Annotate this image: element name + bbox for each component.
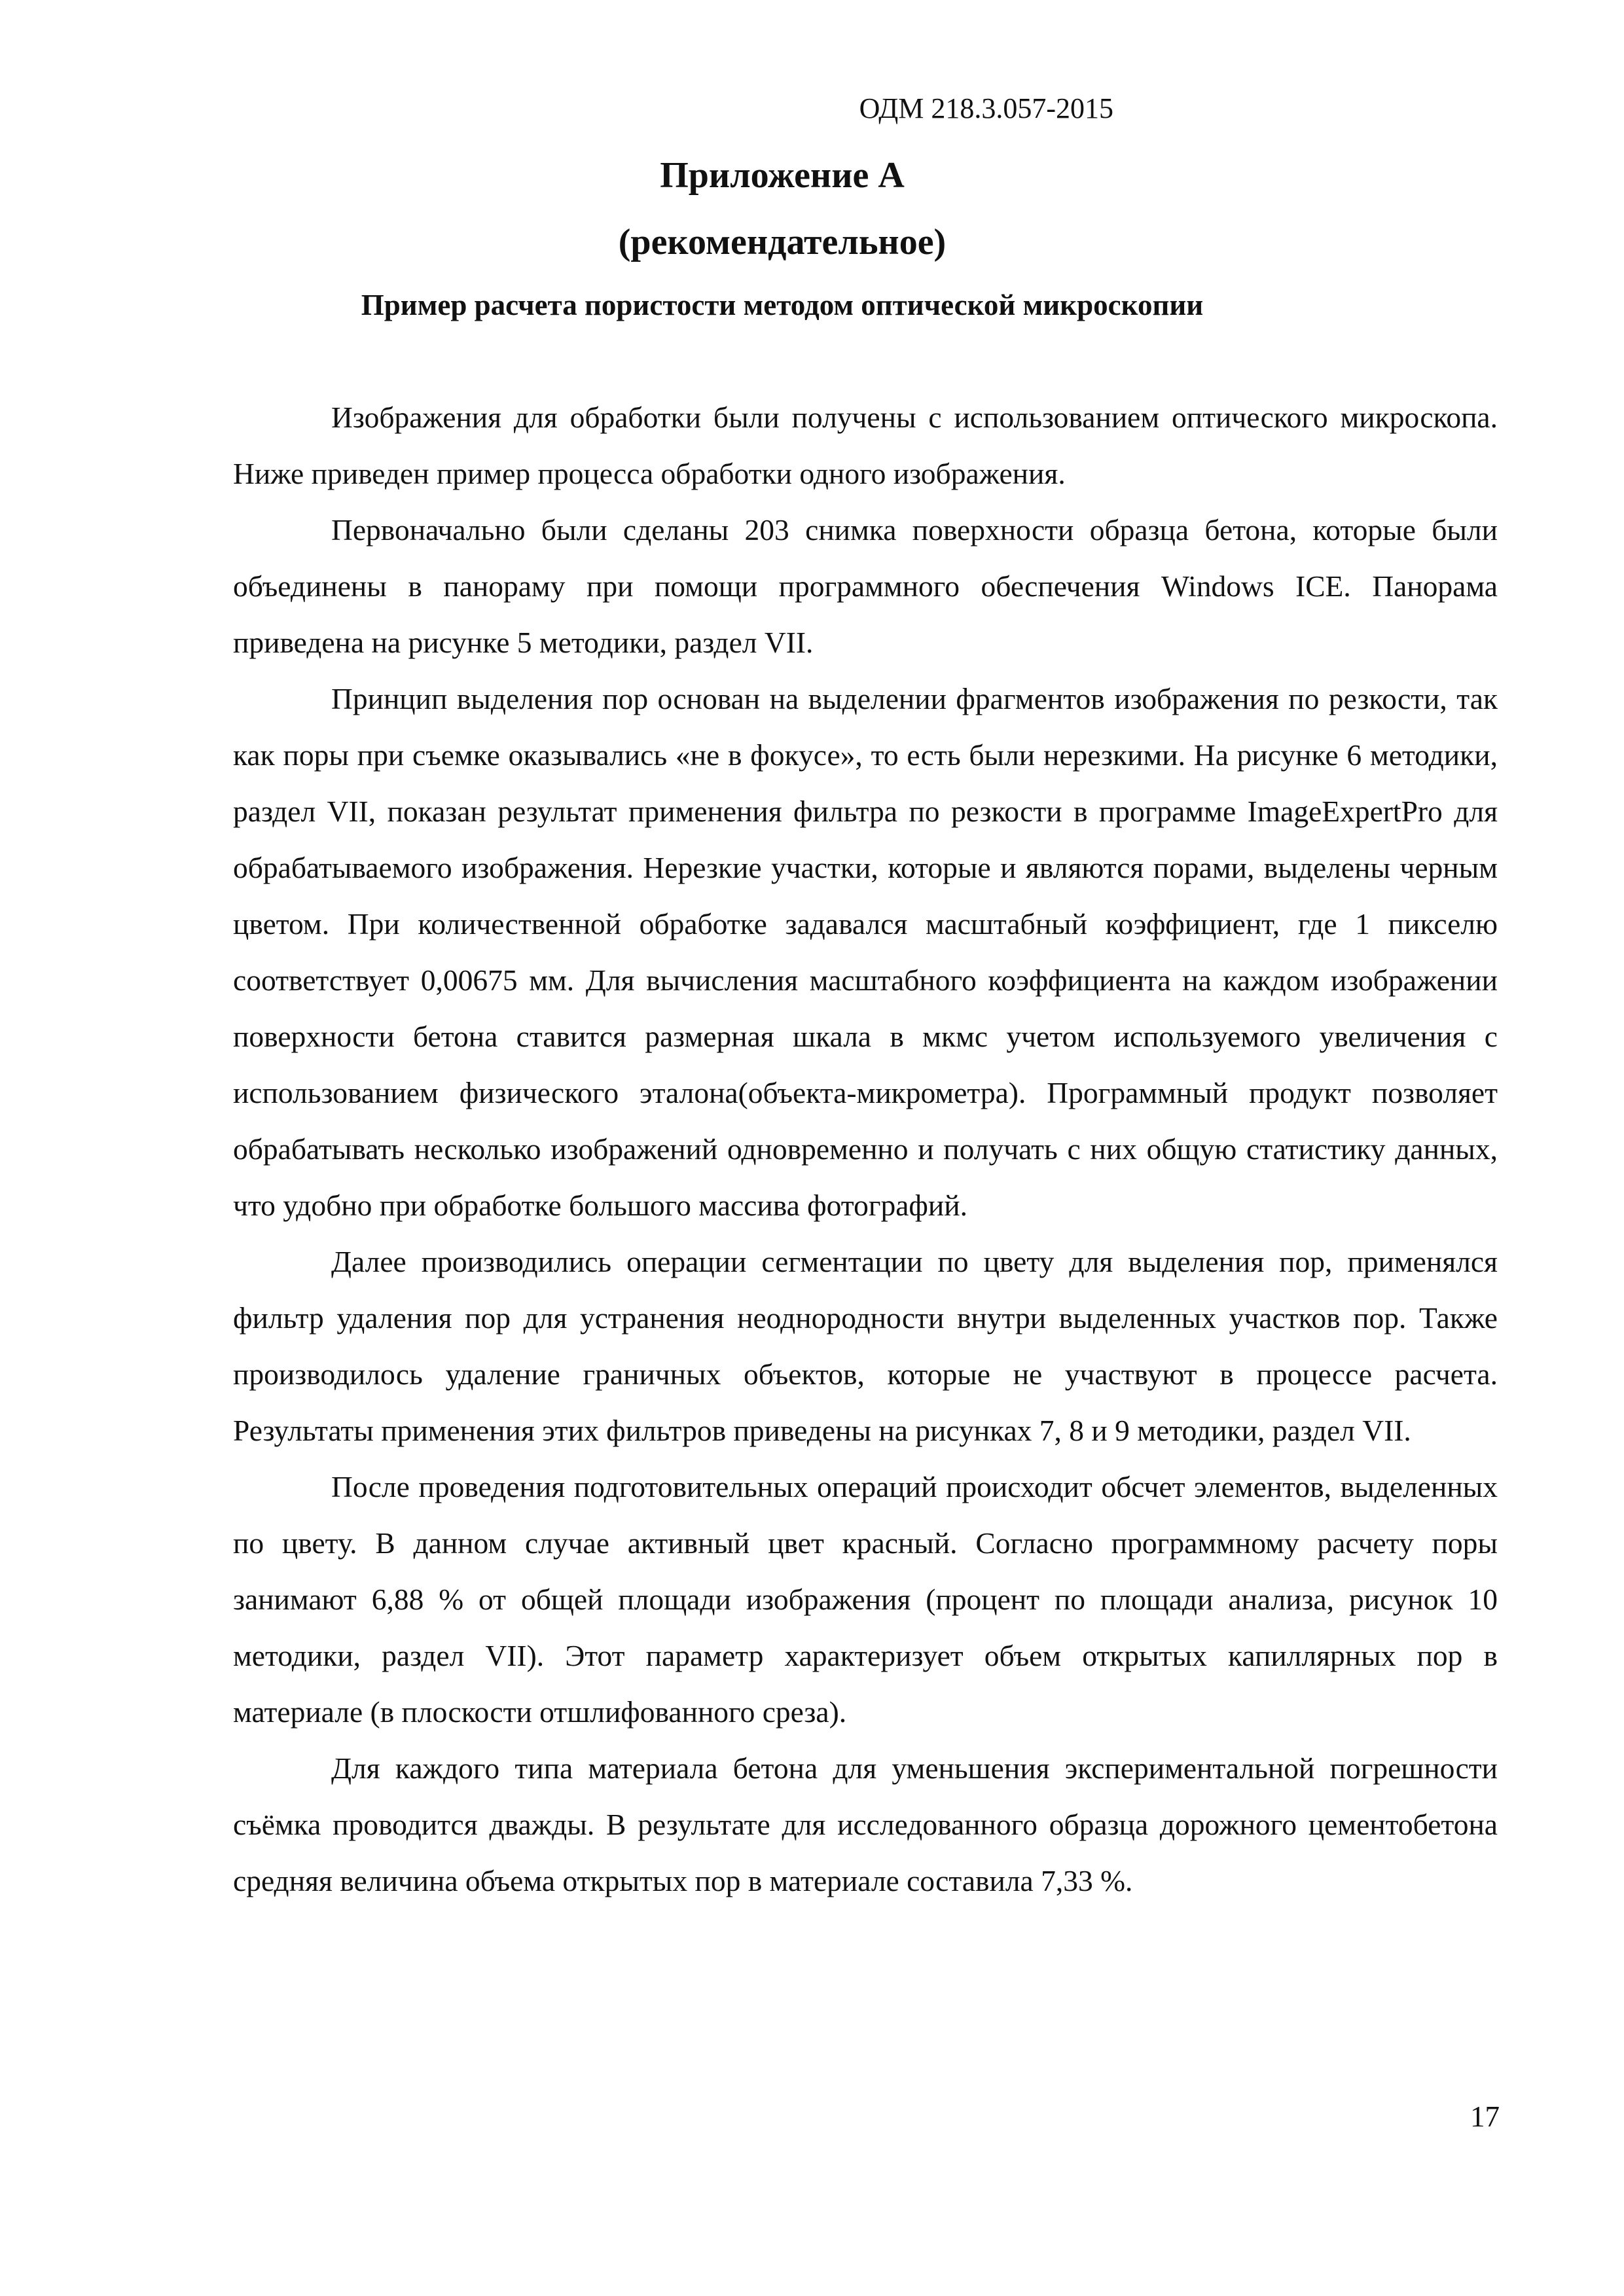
- paragraph-5: После проведения подготовительных операций происходит обсчет элементов, выделенных по цвету. В данном случае активный цвет красный. Согласно программному расчету поры занимают 6,88 % от общей площади изображения (процент по площади анализа, рисунок 10 методики, раздел VII). Этот параметр характеризует объем открытых капиллярных пор в материале (в плоскости отшлифованного среза).: [233, 1470, 1498, 1729]
- paragraph-6: Для каждого типа материала бетона для уменьшения экспериментальной погрешности съёмка проводится дважды. В результате для исследованного образца дорожного цементобетона средняя величина объема открытых пор в материале составила 7,33 %.: [233, 1751, 1498, 1897]
- body-text: [233, 389, 1498, 1909]
- document-code: ОДМ 218.3.057-2015: [859, 92, 1113, 124]
- paragraph-3: Принцип выделения пор основан на выделении фрагментов изображения по резкости, так как поры при съемке оказывались «не в фокусе», то есть были нерезкими. На рисунке 6 методики, раздел VII, показан результат применения фильтра по резкости в программе ImageExpertPro для обрабатываемого изображения. Нерезкие участки, которые и являются порами, выделены черным цветом. При количественной обработке задавался масштабный коэффициент, где 1 пикселю соответствует 0,00675 мм. Для вычисления масштабного коэффициента на каждом изображении поверхности бетона ставится размерная шкала в мкмс учетом используемого увеличения с использованием физического эталона(объекта-микрометра). Программный продукт позволяет обрабатывать несколько изображений одновременно и получать с них общую статистику данных, что удобно при обработке большого массива фотографий.: [233, 682, 1498, 1222]
- page-number: 17: [1470, 2100, 1500, 2133]
- paragraph-4: Далее производились операции сегментации по цвету для выделения пор, применялся фильтр удаления пор для устранения неоднородности внутри выделенных участков пор. Также производилось удаление граничных объектов, которые не участвуют в процессе расчета. Результаты применения этих фильтров приведены на рисунках 7, 8 и 9 методики, раздел VII.: [233, 1245, 1498, 1447]
- appendix-subtitle: Пример расчета пористости методом оптической микроскопии: [361, 289, 1204, 321]
- paragraph-1: Изображения для обработки были получены с использованием оптического микроскопа. Ниже приведен пример процесса обработки одного изображения.: [233, 401, 1498, 490]
- paragraph-2: Первоначально были сделаны 203 снимка поверхности образца бетона, которые были объединены в панораму при помощи программного обеспечения Windows ICE. Панорама приведена на рисунке 5 методики, раздел VII.: [233, 513, 1498, 659]
- appendix-type: (рекомендательное): [618, 222, 947, 262]
- appendix-title: Приложение А: [660, 155, 905, 196]
